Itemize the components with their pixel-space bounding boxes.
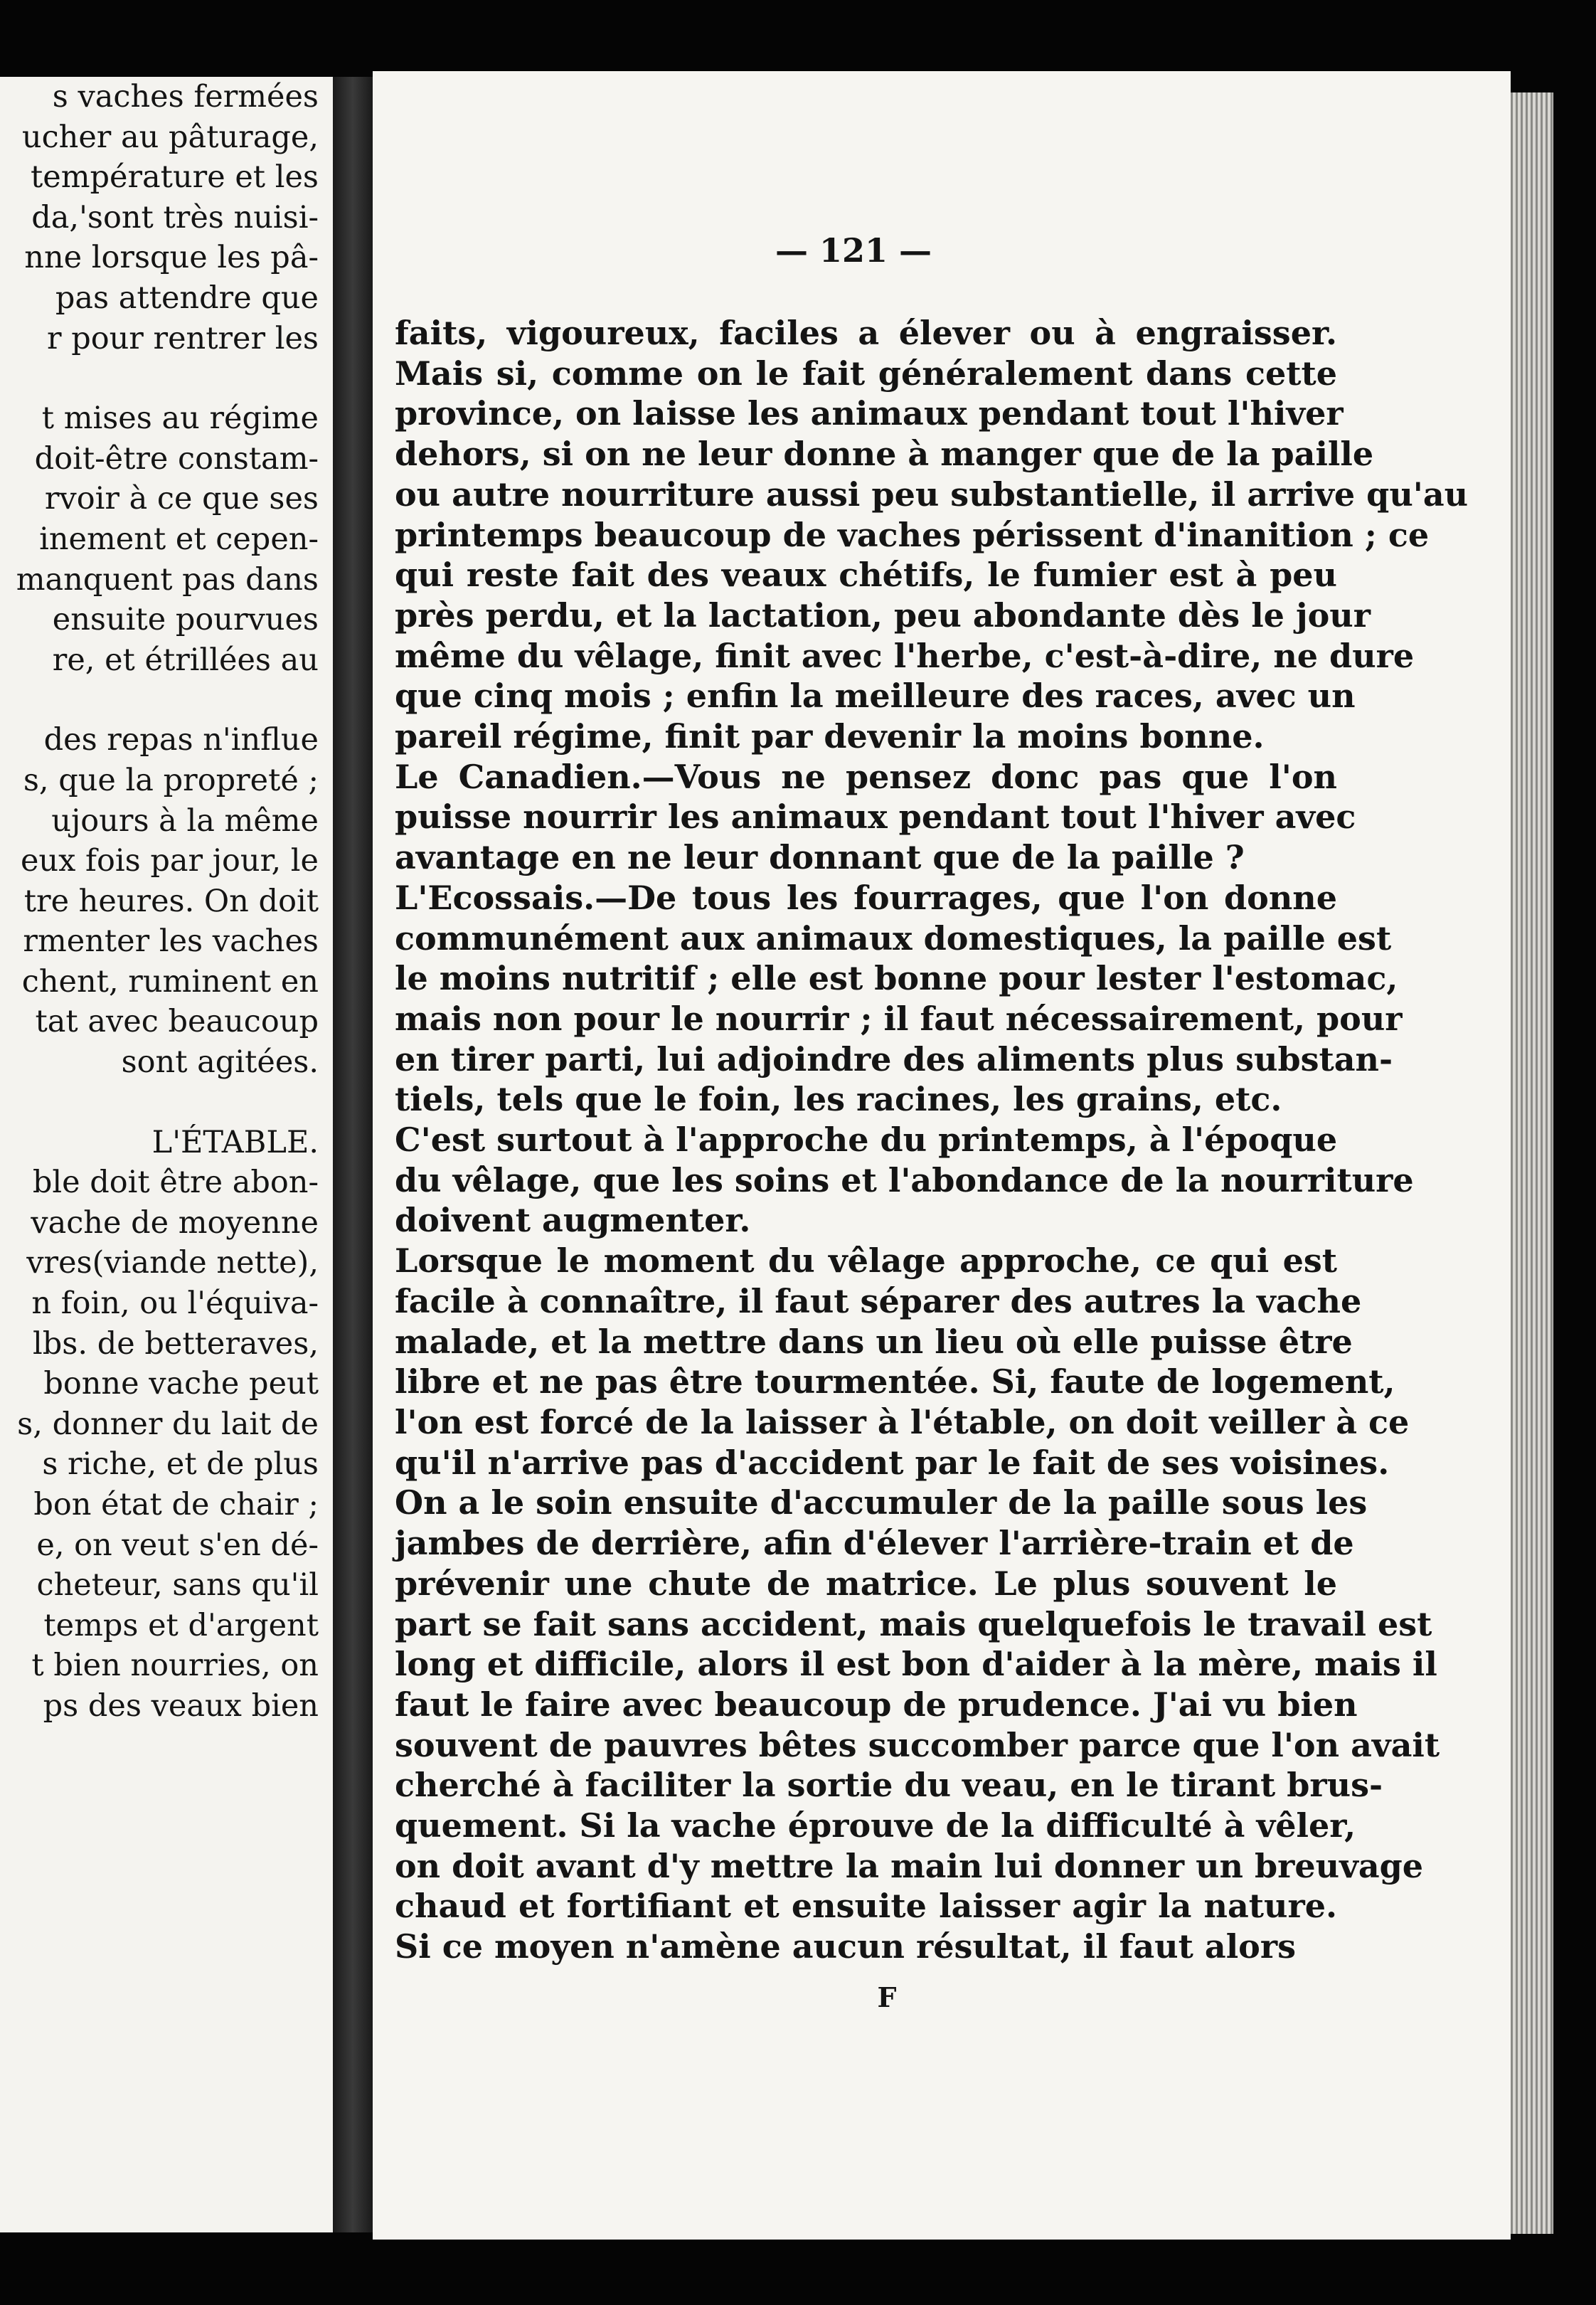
text-line: da,'sont très nuisi- bbox=[31, 199, 319, 235]
text-line: puisse nourrir les animaux pendant tout l'hiver avec bbox=[395, 798, 1356, 837]
text-line: qu'il n'arrive pas d'accident par le fait de ses voisines. bbox=[395, 1443, 1390, 1482]
text-line: long et difficile, alors il est bon d'aider à la mère, mais il bbox=[395, 1645, 1437, 1684]
text-line: faut le faire avec beaucoup de prudence. J'ai vu bien bbox=[395, 1685, 1358, 1724]
paragraph-gap bbox=[0, 359, 319, 398]
text-line: tre heures. On doit bbox=[23, 883, 319, 919]
text-line: s riche, et de plus bbox=[42, 1446, 319, 1483]
text-line: printemps beaucoup de vaches périssent d'inanition ; ce bbox=[395, 515, 1430, 554]
text-line: ensuite pourvues bbox=[52, 602, 319, 638]
text-line: bon état de chair ; bbox=[33, 1487, 319, 1522]
text-line: nne lorsque les pâ- bbox=[24, 240, 319, 276]
text-line: doit-être constam- bbox=[34, 440, 319, 477]
text-line: le moins nutritif ; elle est bonne pour lester l'estomac, bbox=[395, 959, 1398, 998]
text-line: près perdu, et la lactation, peu abondante dès le jour bbox=[395, 595, 1371, 635]
text-line: libre et ne pas être tourmentée. Si, faute de logement, bbox=[395, 1362, 1395, 1401]
text-line: avantage en ne leur donnant que de la paille ? bbox=[395, 838, 1245, 877]
text-line: ucher au pâturage, bbox=[21, 119, 319, 155]
text-line: qui reste fait des veaux chétifs, le fumier est à peu bbox=[395, 556, 1337, 595]
text-line: e, on veut s'en dé- bbox=[36, 1527, 319, 1563]
text-line: rmenter les vaches bbox=[23, 923, 319, 960]
text-line: prévenir une chute de matrice. Le plus souvent le bbox=[395, 1564, 1337, 1603]
text-line: pas attendre que bbox=[55, 280, 319, 316]
text-line: communément aux animaux domestiques, la paille est bbox=[395, 918, 1392, 958]
text-line: pareil régime, finit par devenir la moins bonne. bbox=[395, 717, 1265, 756]
text-line: l'on est forcé de la laisser à l'étable, on doit veiller à ce bbox=[395, 1402, 1410, 1441]
text-line: vres(viande nette), bbox=[26, 1245, 319, 1281]
text-line: même du vêlage, finit avec l'herbe, c'est-à-dire, ne dure bbox=[395, 636, 1415, 675]
paragraph-gap bbox=[0, 1083, 319, 1123]
text-line: souvent de pauvres bêtes succomber parce que l'on avait bbox=[395, 1725, 1440, 1764]
text-line: On a le soin ensuite d'accumuler de la paille sous les bbox=[395, 1483, 1368, 1522]
text-line: temps et d'argent bbox=[43, 1607, 319, 1643]
text-line: re, et étrillées au bbox=[52, 642, 319, 678]
text-line: s vaches fermées bbox=[52, 79, 319, 115]
signature-mark: F bbox=[877, 1981, 897, 2013]
text-line: chaud et fortifiant et ensuite laisser agir la nature. bbox=[395, 1887, 1337, 1926]
page-edge bbox=[1511, 92, 1553, 2234]
text-line: quement. Si la vache éprouve de la difficulté à vêler, bbox=[395, 1806, 1356, 1845]
text-line: bonne vache peut bbox=[43, 1366, 319, 1402]
text-line: s, donner du lait de bbox=[17, 1406, 319, 1442]
text-line: ujours à la même bbox=[51, 802, 319, 839]
text-line: Lorsque le moment du vêlage approche, ce qui est bbox=[395, 1241, 1337, 1281]
text-line: doivent augmenter. bbox=[395, 1201, 751, 1240]
left-page bbox=[0, 77, 333, 2232]
text-line: faits, vigoureux, faciles a élever ou à engraisser. bbox=[395, 314, 1337, 352]
text-line: on doit avant d'y mettre la main lui donner un breuvage bbox=[395, 1846, 1424, 1885]
text-line: r pour rentrer les bbox=[46, 320, 319, 356]
text-line: C'est surtout à l'approche du printemps, à l'époque bbox=[395, 1120, 1338, 1160]
text-line: cheteur, sans qu'il bbox=[36, 1567, 319, 1604]
text-line: Le Canadien.—Vous ne pensez donc pas que l'on bbox=[395, 757, 1337, 796]
text-line: chent, ruminent en bbox=[21, 963, 319, 1000]
text-line: jambes de derrière, afin d'élever l'arrière-train et de bbox=[395, 1524, 1354, 1563]
left-page-text bbox=[0, 77, 319, 1727]
text-line: mais non pour le nourrir ; il faut nécessairement, pour bbox=[395, 999, 1403, 1038]
text-line: que cinq mois ; enfin la meilleure des races, avec un bbox=[395, 677, 1356, 716]
text-line: température et les bbox=[31, 159, 319, 196]
text-line: manquent pas dans bbox=[16, 561, 319, 598]
text-line: t bien nourries, on bbox=[31, 1648, 319, 1684]
right-page-text bbox=[395, 313, 1469, 1967]
text-line: ou autre nourriture aussi peu substantielle, il arrive qu'au bbox=[395, 475, 1469, 514]
text-line: s, que la propreté ; bbox=[23, 762, 319, 798]
text-line: eux fois par jour, le bbox=[20, 843, 319, 879]
paragraph-gap bbox=[0, 680, 319, 720]
text-line: tiels, tels que le foin, les racines, les grains, etc. bbox=[395, 1080, 1282, 1119]
text-line: L'Ecossais.—De tous les fourrages, que l'on donne bbox=[395, 878, 1337, 917]
text-line: ps des veaux bien bbox=[43, 1687, 319, 1724]
text-line: du vêlage, que les soins et l'abondance de la nourriture bbox=[395, 1160, 1414, 1199]
text-line: facile à connaître, il faut séparer des autres la vache bbox=[395, 1281, 1362, 1320]
text-line: Mais si, comme on le fait généralement dans cette bbox=[395, 354, 1337, 393]
book-gutter bbox=[333, 77, 373, 2232]
text-line: sont agitées. bbox=[121, 1044, 319, 1081]
text-line: Si ce moyen n'amène aucun résultat, il faut alors bbox=[395, 1927, 1296, 1966]
text-line: inement et cepen- bbox=[39, 521, 319, 557]
text-line: lbs. de betteraves, bbox=[33, 1325, 319, 1362]
text-line: rvoir à ce que ses bbox=[44, 481, 319, 517]
text-line: des repas n'influe bbox=[43, 722, 319, 758]
text-line: L'ÉTABLE. bbox=[151, 1124, 319, 1160]
text-line: malade, et la mettre dans un lieu où elle puisse être bbox=[395, 1322, 1353, 1361]
text-line: ble doit être abon- bbox=[32, 1165, 319, 1201]
text-line: t mises au régime bbox=[41, 401, 319, 437]
page-number: — 121 — bbox=[775, 231, 932, 270]
text-line: en tirer parti, lui adjoindre des aliments plus substan- bbox=[395, 1039, 1393, 1079]
text-line: vache de moyenne bbox=[31, 1204, 319, 1241]
text-line: dehors, si on ne leur donne à manger que de la paille bbox=[395, 435, 1374, 474]
text-line: n foin, ou l'équiva- bbox=[31, 1286, 319, 1322]
text-line: province, on laisse les animaux pendant tout l'hiver bbox=[395, 394, 1344, 433]
text-line: cherché à faciliter la sortie du veau, en le tirant brus- bbox=[395, 1766, 1383, 1805]
text-line: part se fait sans accident, mais quelquefois le travail est bbox=[395, 1604, 1432, 1643]
text-line: tat avec beaucoup bbox=[35, 1004, 319, 1040]
